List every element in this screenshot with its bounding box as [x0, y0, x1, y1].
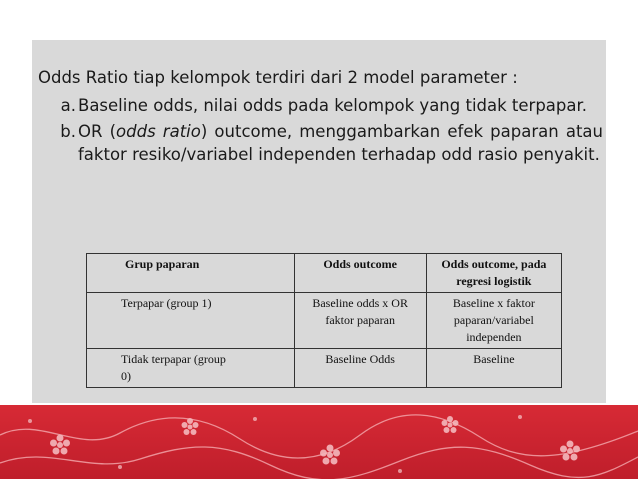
list-item-text: Baseline odds, nilai odds pada kelompok yang tidak terpapar.	[78, 96, 588, 115]
list-item-a	[38, 94, 603, 117]
table-row	[87, 293, 562, 349]
table-cell: Baseline odds x OR faktor paparan	[294, 293, 426, 349]
decorative-footer-band	[0, 405, 638, 479]
table-cell: Baseline Odds	[294, 349, 426, 388]
table-header-row	[87, 254, 562, 293]
intro-text: Odds Ratio tiap kelompok terdiri dari 2 model parameter :	[38, 68, 518, 87]
odds-table	[86, 253, 562, 388]
table-header-cell: Odds outcome, pada regresi logistik	[426, 254, 561, 293]
list-item-text	[78, 120, 603, 166]
table-row	[87, 349, 562, 388]
list-item-letter: b.	[60, 122, 76, 141]
table-cell: Baseline	[426, 349, 561, 388]
table-header-cell: Odds outcome	[294, 254, 426, 293]
text-prefix: OR (	[78, 122, 117, 141]
text-suffix: ) outcome, menggambarkan efek paparan atau faktor resiko/variabel independen terhadap odd rasio penyakit.	[78, 122, 603, 164]
italic-term: odds ratio	[116, 122, 201, 141]
floral-pattern-icon	[0, 405, 638, 479]
table-cell: Tidak terpapar (group 0)	[87, 349, 295, 388]
text-block	[38, 66, 603, 169]
table-header-cell: Grup paparan	[87, 254, 295, 293]
list-item-letter: a.	[60, 96, 76, 115]
list-item-b	[38, 120, 603, 166]
table-cell: Terpapar (group 1)	[87, 293, 295, 349]
table-cell: Baseline x faktor paparan/variabel independen	[426, 293, 561, 349]
